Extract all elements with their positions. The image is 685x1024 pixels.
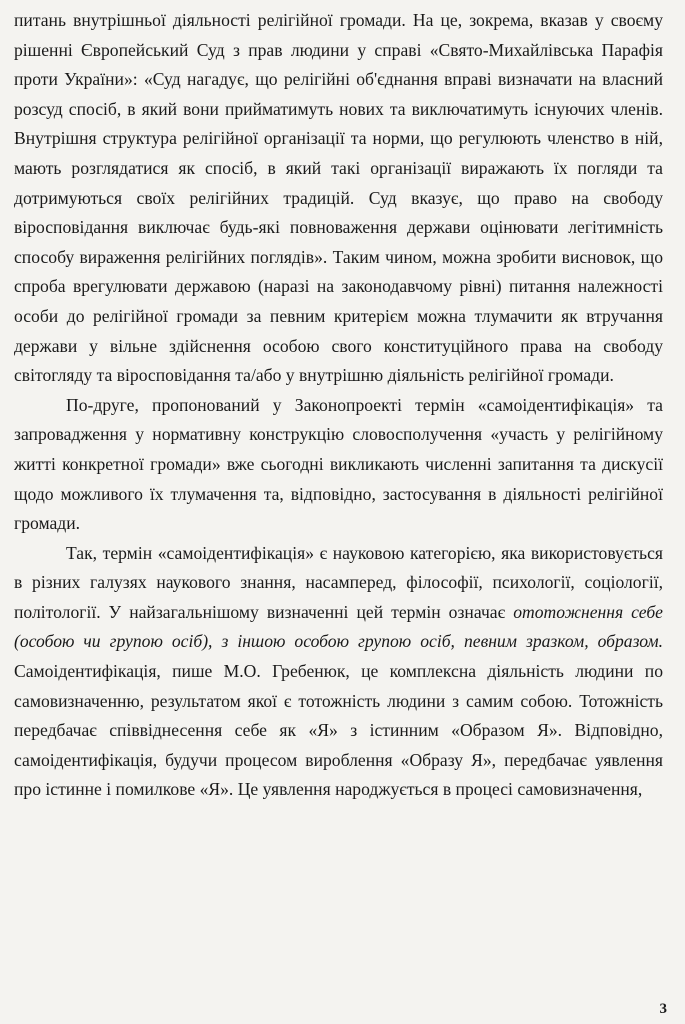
paragraph-2: По-друге, пропонований у Законопроекті термін «самоідентифікація» та запровадження у нормативну конструкцію словосполучення «участь у релігійному житті конкретної громади» вже сьогодні викликають численні запитання та дискусії щодо можливого їх тлумачення та, відповідно, застосування в діяльності релігійної громади. — [14, 394, 663, 534]
paragraph-3 — [14, 539, 663, 805]
paragraph-3-lead: Так, термін «самоідентифікація» є науковою категорією, яка використовується в різних галузях наукового знання, насамперед, філософії, психології, соціології, політології. У найзагальнішому визначенні цей термін означає — [14, 542, 663, 622]
paragraph-1: питань внутрішньої діяльності релігійної громади. На це, зокрема, вказав у своєму рішенні Європейський Суд з прав людини у справі «Свято-Михайлівська Парафія проти України»: «Суд нагадує, що релігійні об'єднання вправі визначати на власний розсуд спосіб, в який вони прийматимуть нових та виключатимуть існуючих членів. Внутрішня структура релігійної організації та норми, що регулюють членство в ній, мають розглядатися як спосіб, в який такі організації виражають їх погляди та дотримуються своїх релігійних традицій. Суд вказує, що право на свободу віросповідання виключає будь-які повноваження держави оцінювати легітимність способу вираження релігійних поглядів». Таким чином, можна зробити висновок, що спроба врегулювати державою (наразі на законодавчому рівні) питання належності особи до релігійної громади за певним критерієм можна тлумачити як втручання держави у вільне здійснення особою свого конституційного права на свободу світогляду та віросповідання та/або у внутрішню діяльність релігійної громади. — [14, 10, 663, 386]
italic-definition: ототожнення себе (особою чи групою осіб), з іншою особою групою осіб, певним зразком, образом. — [14, 601, 663, 652]
paragraph-3-tail: Самоідентифікація, пише М.О. Гребенюк, це комплексна діяльність людини по самовизначенню, результатом якої є тотожність людини з самим собою. Тотожність передбачає співвіднесення себе як «Я» з істинним «Образом Я». Відповідно, самоідентифікація, будучи процесом вироблення «Образу Я», передбачає уявлення про істинне і помилкове «Я». Це уявлення народжується в процесі самовизначення, — [14, 661, 663, 800]
page-number: 3 — [659, 1001, 667, 1017]
